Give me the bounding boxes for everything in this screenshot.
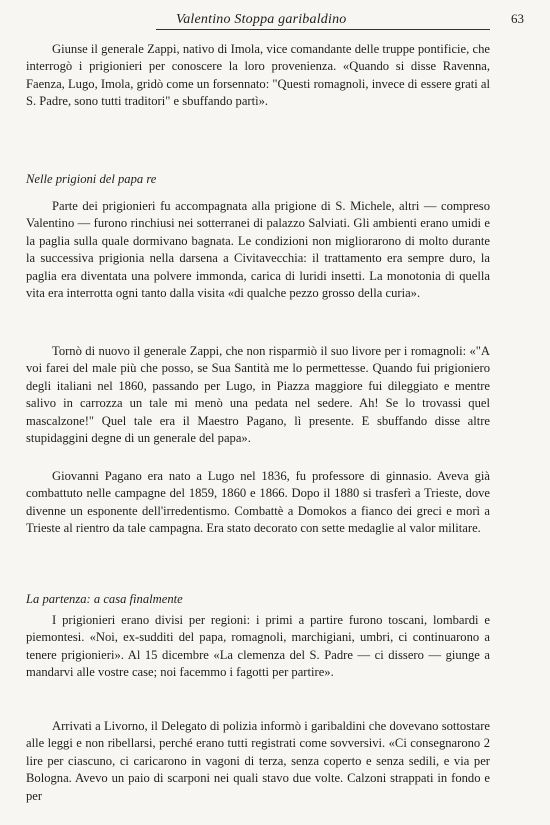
paragraph-partenza: I prigionieri erano divisi per regioni: i primi a partire furono toscani, lombardi e piemontesi. «Noi, ex-sudditi del papa, romagnoli, marchigiani, umbri, ci continuarono a tenere prigionieri». Al 15 dicembre «La clemenza del S. Padre — ci dissero — giunge a mandarvi alle vostre case; noi facemmo i fagotti per partire». [26,613,490,680]
section-heading-partenza: La partenza: a casa finalmente [26,592,183,606]
page-number: 63 [511,11,524,26]
paragraph-prigioni: Parte dei prigionieri fu accompagnata alla prigione di S. Michele, altri — compreso Valentino — furono rinchiusi nei sotterranei di palazzo Salviati. Gli ambienti erano umidi e la paglia sulla quale dormivano bagnata. Le condizioni non migliorarono di molto durante la successiva prigionia nella darsena a Civitavecchia: il trattamento era sempre duro, la paglia era diventata una polvere immonda, carica di luridi insetti. La monotonia di quella vita era interrotta ogni tanto dalla visita «di qualche pezzo grosso della curia». [26,199,490,301]
running-title: Valentino Stoppa garibaldino [176,12,347,27]
paragraph-livorno: Arrivati a Livorno, il Delegato di polizia informò i garibaldini che dovevano sottostare alle leggi e non ribellarsi, perché erano tutti registrati come sovversivi. «Ci consegnarono 2 lire per ciascuno, ci caricarono in vagoni di terza, senza coperto e senza sedili, e via per Bologna. Avevo un paio di scarponi nei quali stavo due volte. Calzoni strappati in fondo e per [26,719,490,803]
header-rule [156,29,490,30]
paragraph-pagano: Giovanni Pagano era nato a Lugo nel 1836, fu professore di ginnasio. Aveva già combattuto nelle campagne del 1859, 1860 e 1866. Dopo il 1880 si trasferì a Trieste, dove divenne un esponente dell'irredentismo. Combattè a Domokos a fianco dei greci e morì a Trieste al rientro da tale campagna. Era stato decorato con sette medaglie al valor militare. [26,469,490,536]
paragraph-zappi-return: Tornò di nuovo il generale Zappi, che non risparmiò il suo livore per i romagnoli: «"A voi farei del male più che posso, se Sua Santità me lo permettesse. Quando fui prigioniero degli italiani nel 1860, passando per Lugo, in Piazza maggiore fui dileggiato e mentre salivo in carrozza un tale mi menò una pedata nel sedere. Ah! Se lo trovassi quel mascalzone!" Quel tale era il Maestro Pagano, lì presente. E sbuffando disse altre stupidaggini degne di un generale del papa». [26,344,490,446]
running-header [26,8,526,30]
section-heading-prigioni: Nelle prigioni del papa re [26,172,157,186]
paragraph-zappi-interrogation: Giunse il generale Zappi, nativo di Imola, vice comandante delle truppe pontificie, che interrogò i prigionieri per conoscere la loro provenienza. «Quando si disse Ravenna, Faenza, Lugo, Imola, gridò come un forsennato: "Questi romagnoli, invece di essere grati al S. Padre, sono tutti traditori" e sbuffando partì». [26,42,490,109]
